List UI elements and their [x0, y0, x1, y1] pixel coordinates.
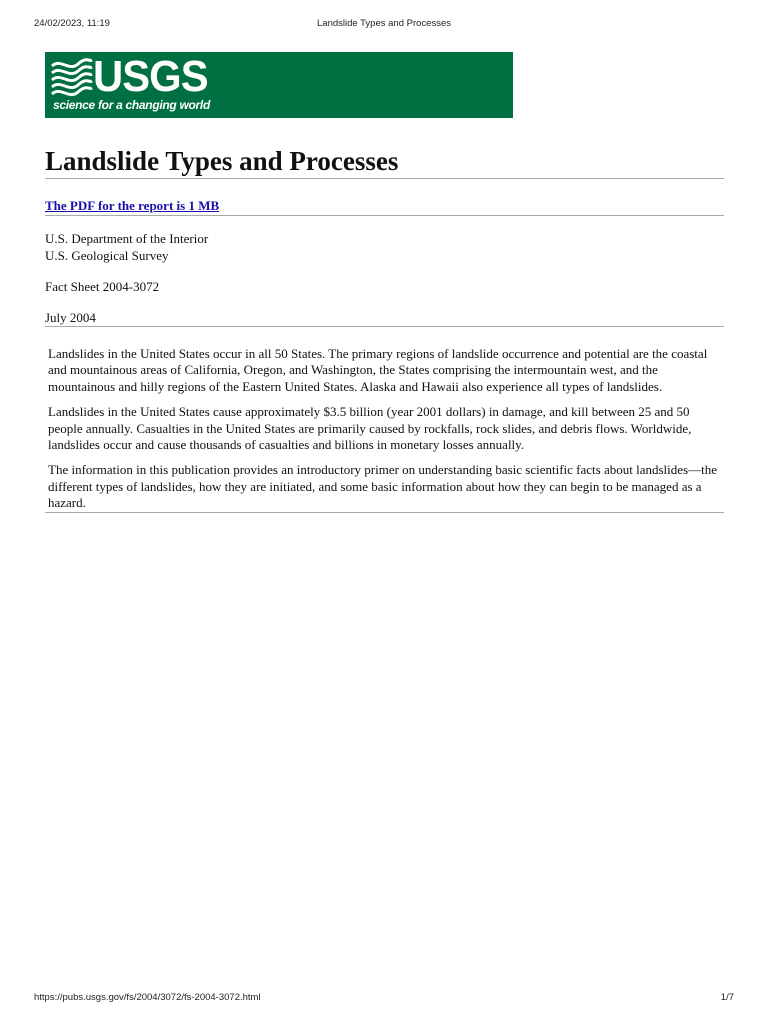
divider	[45, 326, 724, 327]
page-number: 1/7	[720, 992, 734, 1003]
abstract-paragraph: The information in this publication provides an introductory primer on understanding basic scientific facts about landslides—the different types of landslides, how they are initiated, and some basic information about how they can begin to be managed as a hazard.	[48, 462, 717, 511]
print-document-title: Landslide Types and Processes	[317, 18, 451, 29]
print-url: https://pubs.usgs.gov/fs/2004/3072/fs-2004-3072.html	[34, 992, 261, 1003]
print-footer	[34, 992, 734, 1006]
divider	[45, 178, 724, 179]
publication-meta	[45, 230, 724, 326]
fact-sheet-number: Fact Sheet 2004-3072	[45, 279, 160, 294]
divider	[45, 215, 724, 216]
page-content	[45, 52, 724, 513]
usgs-logo[interactable]	[45, 52, 513, 118]
agency-block	[45, 230, 724, 264]
pdf-report-link[interactable]: The PDF for the report is 1 MB	[45, 198, 220, 213]
agency-name: U.S. Geological Survey	[45, 248, 169, 263]
print-header	[34, 18, 734, 32]
usgs-tagline: science for a changing world	[53, 98, 210, 112]
abstract-paragraph: Landslides in the United States occur in all 50 States. The primary regions of landslide occurrence and potential are the coastal and mountainous areas of California, Oregon, and Washington, the States comprising the intermountain west, and the mountainous and hilly regions of the Eastern United States. Alaska and Hawaii also experience all types of landslides.	[48, 346, 708, 394]
print-datetime: 24/02/2023, 11:19	[34, 18, 110, 29]
page-title: Landslide Types and Processes	[45, 146, 399, 176]
divider	[45, 512, 724, 513]
department-name: U.S. Department of the Interior	[45, 231, 209, 246]
usgs-wave-icon	[51, 58, 93, 98]
publication-date: July 2004	[45, 310, 96, 325]
usgs-wordmark: USGS	[93, 52, 208, 101]
abstract-paragraph: Landslides in the United States cause approximately $3.5 billion (year 2001 dollars) in damage, and kill between 25 and 50 people annually. Casualties in the United States are primarily caused by rockfalls, rock slides, and debris flows. Worldwide, landslides occur and cause thousands of casualties and billions in monetary losses annually.	[48, 404, 692, 453]
abstract	[45, 346, 724, 512]
